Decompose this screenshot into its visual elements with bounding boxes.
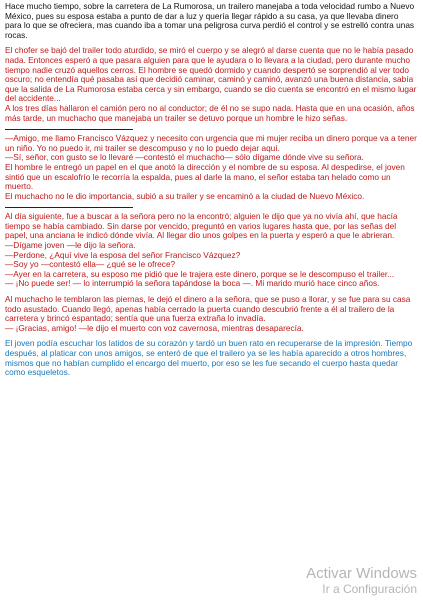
- paragraph-final: El joven podía escuchar los latidos de su corazón y tardó un buen rato en recuperarse de la impresión. Tiempo después, al platicar con unos amigos, se enteró de que el trailero ya se les había aparecido a otros hombres, mismos que no habían cumplido el encargo del muerto, por eso se les fue secando el cuerpo hasta quedar como esqueletos.: [5, 338, 413, 378]
- paragraph-intro: Hace mucho tiempo, sobre la carretera de La Rumorosa, un trailero manejaba a toda velocidad rumbo a Nuevo México, pues su esposa estaba a punto de dar a luz y quería llegar rápido a su casa, ya que llevaba dinero para lo que se ofreciera, mas cuando iba a tomar una peligrosa curva perdió el control y se estrelló contra unas rocas.: [5, 1, 415, 40]
- paragraph-chofer: El chofer se bajó del trailer todo aturdido, se miró el cuerpo y se alegró al darse cuenta que no le había pasado nada. Entonces esperó a que pasara alguien para que le ayudara o lo llevara a la ciudad, pero durante mucho tiempo nadie cruzó aquellos cerros. El hombre se quedó dormido y cuando despertó se sorprendió al ver todo oscuro; no entendía qué pasaba así que decidió caminar, caminó y caminó, avanzó una buena distancia, sabía que la salida de La Rumorosa estaba cerca y sin embargo, cuando se dio cuenta se encontró en el mismo lugar del accidente... A los tres días hallaron el camión pero no al conductor; de él no se supo nada. Hasta que en una ocasión, años más tarde, un muchacho que manejaba un trailer se detuvo porque un hombre le hizo señas.: [5, 45, 417, 123]
- section-divider: [5, 207, 133, 208]
- watermark-line-1: Activar Windows: [306, 565, 417, 582]
- activation-watermark: [306, 566, 417, 596]
- paragraph-muchacho: Al muchacho le temblaron las piernas, le dejó el dinero a la señora, que se puso a llorar, y se fue para su casa todo asustado. Cuando llegó, apenas había cerrado la puerta cuando descubrió frente a él al trailero de la carretera y brincó espantado; sentía que una fuerza extraña lo invadía. — ¡Gracias, amigo! —le dijo el muerto con voz cavernosa, mientras desaparecía.: [5, 294, 411, 333]
- section-divider: [5, 129, 133, 130]
- watermark-line-2: Ir a Configuración: [322, 582, 417, 596]
- document-page: [5, 2, 417, 384]
- paragraph-dia-siguiente: Al día siguiente, fue a buscar a la señora pero no la encontró; alguien le dijo que ya no vivía ahí, que hacía tiempo se había cambiado. Sin darse por vencido, preguntó en varios lugares hasta que, por las señas del papel, una anciana le indicó dónde vivía. Al llegar dio unos golpes en la puerta y esperó a que le abrieran. —Dígame joven —le dijo la señora. —Perdone, ¿Aquí vive la esposa del señor Francisco Vázquez? —Soy yo —contestó ella— ¿qué se le ofrece? —Ayer en la carretera, su esposo me pidió que le trajera este dinero, porque se le descompuso el trailer... — ¡No puede ser! — lo interrumpió la señora tapándose la boca —. Mi marido murió hace cinco años.: [5, 211, 398, 289]
- paragraph-dialogo: —Amigo, me llamo Francisco Vázquez y necesito con urgencia que mi mujer reciba un dinero porque va a tener un niño. Yo no puedo ir, mi trailer se descompuso y no lo puedo dejar aquí. —Sí, señor, con gusto se lo llevaré —contestó el muchacho— sólo dígame dónde vive su señora. El hombre le entregó un papel en el que anotó la dirección y el nombre de su esposa. Al despedirse, el joven sintió que un escalofrío le recorría la espalda, pues al darle la mano, el señor estaba tan helado como un muerto. El muchacho no le dio importancia, subió a su trailer y se encaminó a la ciudad de Nuevo México.: [5, 133, 417, 201]
